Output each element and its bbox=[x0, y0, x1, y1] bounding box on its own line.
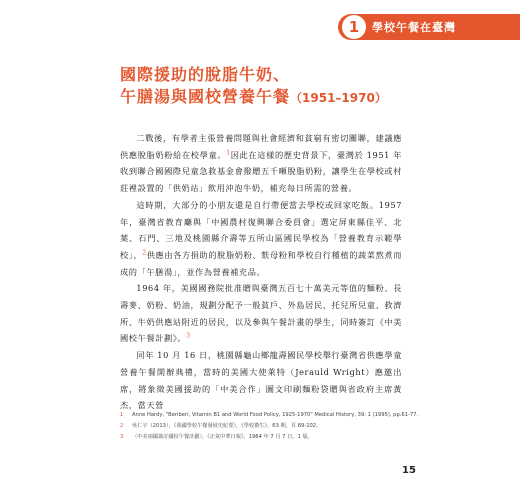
section-title-years: （1951–1970） bbox=[290, 91, 387, 105]
chapter-title: 學校午餐在臺灣 bbox=[372, 21, 456, 34]
paragraph-3-text: 1964 年，美國國務院批准贈與臺灣五百七十萬美元等值的麵粉、長壽麥、奶粉、奶油，規劃分配予一般貧戶、外島居民、托兒所兒童、救濟所、牛奶供應站附近的居民，以及參與午餐計畫的學生，同時簽訂《中美國校午餐計劃》。 bbox=[120, 283, 402, 344]
section-title bbox=[120, 64, 387, 109]
footnote-ref-2[interactable]: 2 bbox=[142, 249, 147, 257]
footnotes bbox=[120, 410, 420, 443]
section-title-line2: 午膳湯與國校營養午餐 bbox=[120, 87, 291, 106]
paragraph-3 bbox=[120, 280, 402, 347]
chapter-number-badge: 1 bbox=[342, 15, 366, 39]
footnote-text: 〈中美兩國簽訂國校午餐計劃〉，《正氣中華日報》，1964 年 7 月 7 日，1 版。 bbox=[132, 434, 313, 440]
paragraph-2 bbox=[120, 197, 402, 281]
paragraph-2-text: 這時期，大部分的小朋友還是自行帶便當去學校或回家吃飯。1957 年，臺灣省教育廳與「中國農村復興聯合委員會」選定屏東縣佳平、北葉、石門、三地及桃園縣介壽等五所山區國民學校為「營養教育示範學校」， bbox=[120, 199, 402, 260]
section-title-line1: 國際援助的脫脂牛奶、 bbox=[120, 65, 291, 84]
footnote-number: 3 bbox=[120, 434, 124, 440]
footnote-number: 2 bbox=[120, 423, 124, 429]
footnote-2 bbox=[120, 421, 420, 432]
footnote-ref-3[interactable]: 3 bbox=[186, 332, 191, 340]
footnote-3 bbox=[120, 432, 420, 443]
footnote-text: 吳仁宇（2013），《我國學校午餐發展史紀要》，《學校衛生》，63 期，頁 89-102。 bbox=[132, 423, 322, 429]
paragraph-4: 同年 10 月 16 日，桃園縣龜山鄉龍壽國民學校舉行臺灣省供應學童營養午餐開辦典禮，當時的美國大使萊特（Jerauld Wright）應邀出席，將象徵美國援助的「中美合作」圖文印刷麵粉袋贈與省政府主席黃杰，當天營 bbox=[120, 350, 402, 411]
footnote-1 bbox=[120, 410, 420, 421]
footnote-ref-1[interactable]: 1 bbox=[226, 148, 231, 156]
paragraph-1-text-cont: 因此在這樣的歷史背景下，臺灣於 1951 年收到聯合國國際兒童急救基金會撥贈五千噸脫脂奶粉，讓學生在學校或村莊裡設置的「供奶站」飲用沖泡牛奶，補充每日所需的營養。 bbox=[120, 149, 402, 194]
page-number: 15 bbox=[402, 465, 416, 476]
paragraph-1-text: 二戰後，有學者主張營養問題與社會經濟和貧窮有密切關聯，建議應供應脫脂奶粉給在校學童。 bbox=[120, 133, 402, 160]
paragraph-1 bbox=[120, 130, 402, 197]
footnote-number: 1 bbox=[120, 412, 124, 418]
paragraph-2-text-cont: 供應由各方捐助的脫脂奶粉、麩母粉和學校自行種植的蔬菜熬煮而成的「午膳湯」，並作為營養補充品。 bbox=[120, 249, 402, 277]
body-text bbox=[120, 130, 402, 414]
chapter-header-tab bbox=[338, 14, 520, 40]
footnote-text: Anne Hardy, "Beriberi, Vitamin B1 and World Food Policy, 1925-1970" Medical History, 39: 1 (1995), pp.61-77. bbox=[132, 412, 419, 418]
